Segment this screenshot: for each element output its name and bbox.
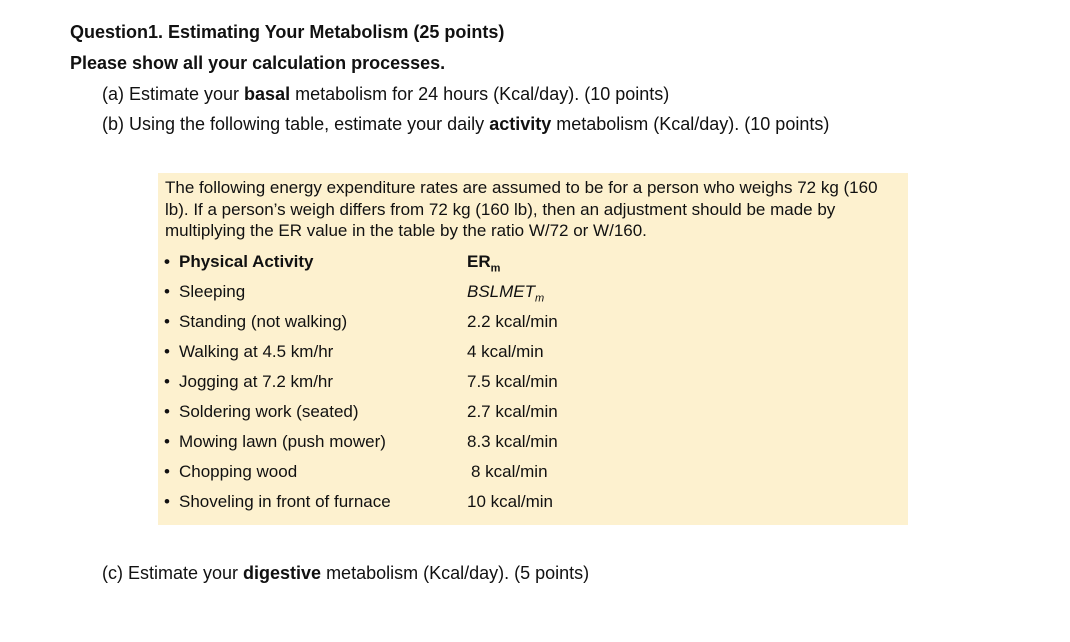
- bullet: •: [164, 282, 170, 301]
- activity-rate: 8 kcal/min: [471, 462, 548, 481]
- bullet: •: [164, 462, 170, 481]
- activity-name: Walking at 4.5 km/hr: [179, 342, 334, 361]
- activity-name: Sleeping: [179, 282, 246, 301]
- header-rate: $ER_m$: [467, 252, 501, 275]
- activity-rate: 2.7 kcal/min: [467, 402, 558, 421]
- energy-expenditure-table: [158, 173, 908, 525]
- activity-name: Shoveling in front of furnace: [179, 492, 391, 511]
- part-a-text: (a) Estimate your basal metabolism for 24 hours (Kcal/day). (10 points): [102, 84, 670, 104]
- bullet: •: [164, 312, 170, 331]
- activity-rate: 2.2 kcal/min: [467, 312, 558, 331]
- part-c-text: (c) Estimate your digestive metabolism (Kcal/day). (5 points): [102, 563, 590, 583]
- bullet: •: [164, 342, 170, 361]
- part-b-text: (b) Using the following table, estimate your daily activity metabolism (Kcal/day). (10 points): [102, 114, 830, 134]
- activity-rate: 8.3 kcal/min: [467, 432, 558, 451]
- activity-name: Chopping wood: [179, 462, 298, 481]
- activity-rate: 7.5 kcal/min: [467, 372, 558, 391]
- bullet: •: [164, 492, 170, 511]
- activity-rate: $BSLMET_m$: [467, 282, 545, 305]
- activity-name: Standing (not walking): [179, 312, 348, 331]
- table-note: The following energy expenditure rates are assumed to be for a person who weighs 72 kg (160 lb). If a person’s weigh differs from 72 kg (160 lb), then an adjustment should be made by multiplying the ER value in the table by the ratio W/72 or W/160.: [165, 178, 878, 240]
- activity-rate: 4 kcal/min: [467, 342, 544, 361]
- bullet: •: [164, 402, 170, 421]
- activity-rate: 10 kcal/min: [467, 492, 553, 511]
- activity-name: Jogging at 7.2 km/hr: [179, 372, 334, 391]
- activity-name: Mowing lawn (push mower): [179, 432, 386, 451]
- bullet: •: [164, 432, 170, 451]
- question-title: Question1. Estimating Your Metabolism (25 points): [70, 22, 505, 42]
- bullet: •: [164, 252, 170, 271]
- activity-name: Soldering work (seated): [179, 402, 359, 421]
- bullet: •: [164, 372, 170, 391]
- header-activity: Physical Activity: [179, 252, 314, 271]
- instruction-text: Please show all your calculation processes.: [70, 53, 446, 73]
